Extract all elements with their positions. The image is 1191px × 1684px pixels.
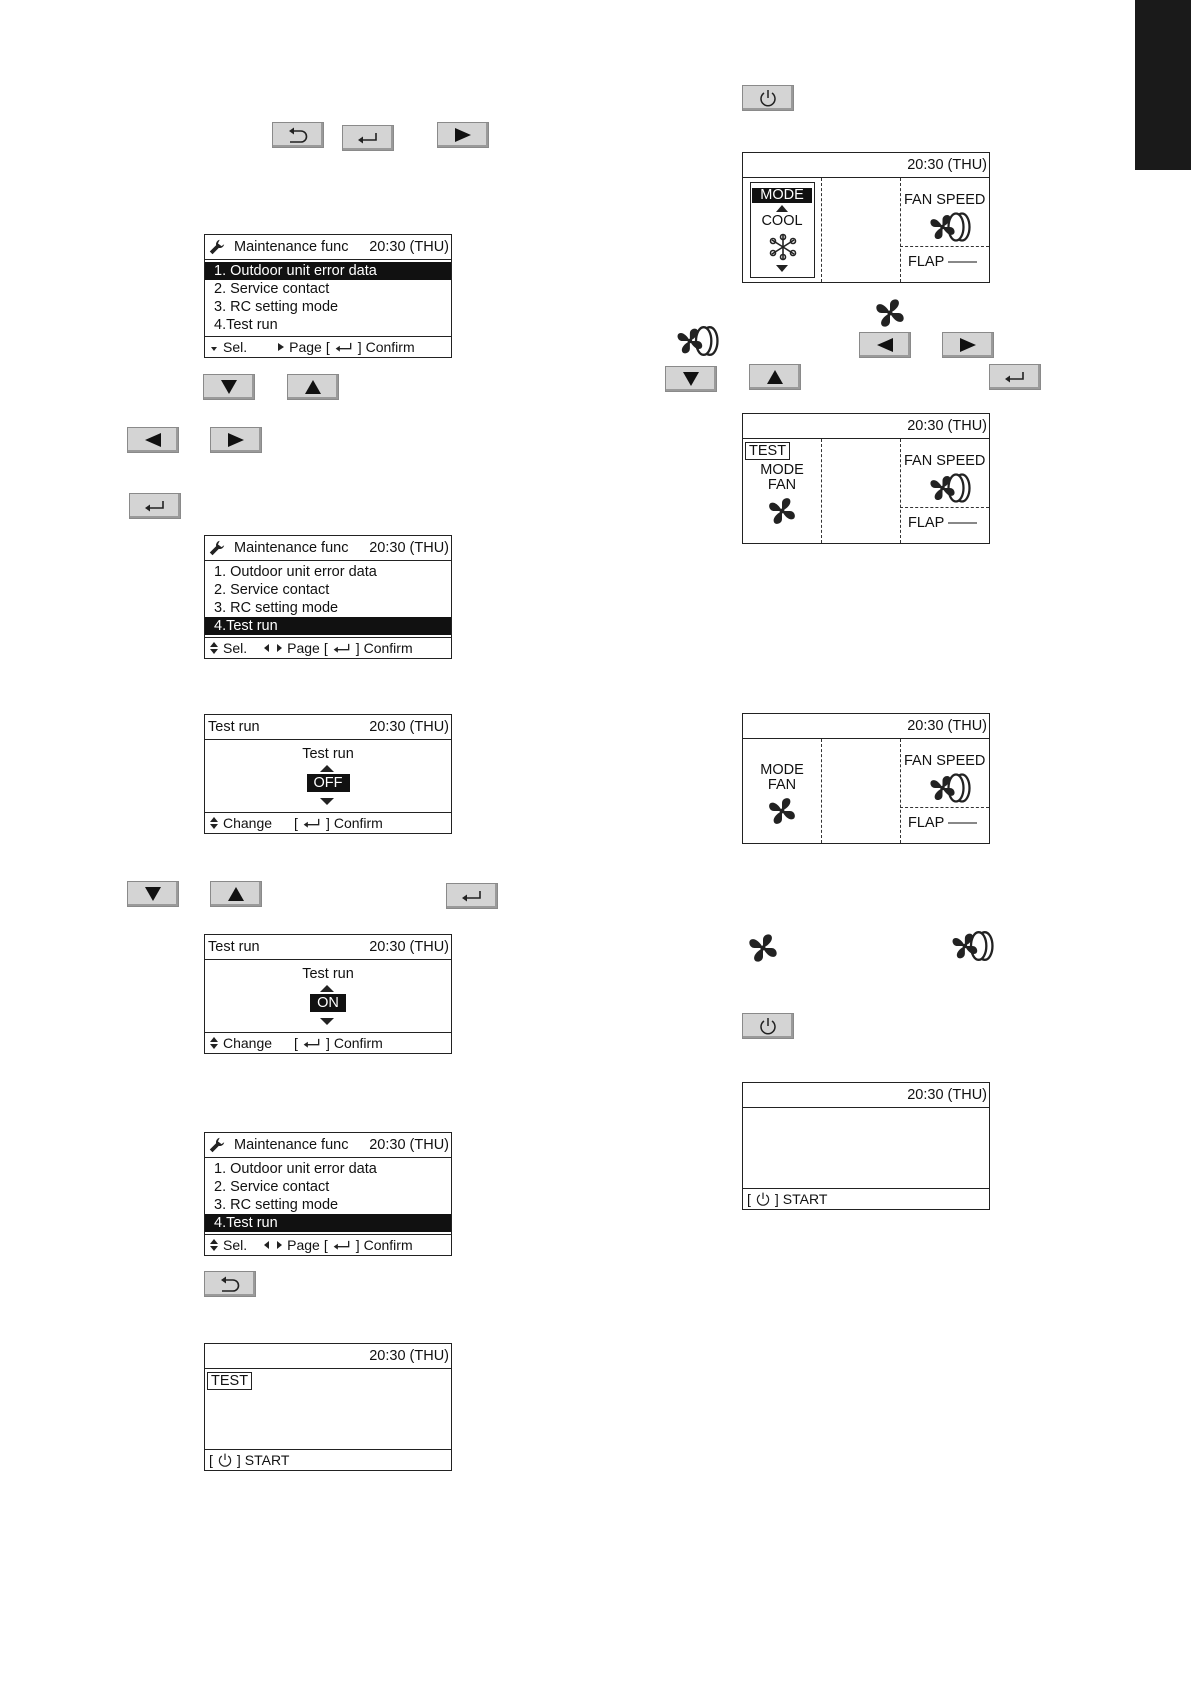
right-button[interactable] (942, 332, 994, 358)
snowflake-icon (768, 232, 798, 262)
down-button[interactable] (127, 881, 179, 907)
back-button[interactable] (272, 122, 324, 148)
down-arrow-icon (682, 371, 700, 387)
clock: 20:30 (THU) (369, 540, 449, 556)
test-standby-screen: 20:30 (THU) TEST [ ] START (204, 1343, 452, 1471)
left-button[interactable] (127, 427, 179, 453)
menu-item[interactable]: 1. Outdoor unit error data (214, 564, 377, 580)
fan-icon (873, 296, 907, 330)
test-run-screen: Test run 20:30 (THU) Test run ON Change [ ] Confirm (204, 934, 452, 1054)
test-run-label: Test run (302, 746, 354, 762)
maintenance-menu-screen: Maintenance func 20:30 (THU) 1. Outdoor unit error data 2. Service contact 3. RC setting mode 4.Test run Sel. Page [ ] Confirm (204, 1132, 452, 1256)
left-arrow-icon (876, 337, 894, 353)
mode-label: MODE (760, 762, 804, 778)
power-icon (217, 1452, 233, 1468)
right-button[interactable] (437, 122, 489, 148)
enter-icon (302, 1037, 322, 1049)
fan-speed-icon (673, 325, 719, 357)
test-badge: TEST (745, 442, 790, 460)
footer-page: Page (289, 339, 322, 355)
status-screen-test-fan (742, 413, 990, 544)
start-label: START (782, 1191, 828, 1207)
mode-label: MODE (760, 462, 804, 478)
down-arrow-icon (320, 798, 334, 806)
left-button[interactable] (859, 332, 911, 358)
enter-icon (332, 642, 352, 654)
menu-item[interactable]: 1. Outdoor unit error data (214, 1161, 377, 1177)
back-button[interactable] (204, 1271, 256, 1297)
fan-icon (766, 795, 798, 827)
up-arrow-icon (776, 205, 788, 212)
mode-value: FAN (767, 777, 797, 793)
enter-icon (302, 817, 322, 829)
down-button[interactable] (203, 374, 255, 400)
screen-title: Test run (208, 719, 260, 735)
test-run-value[interactable]: OFF (307, 774, 350, 792)
enter-icon (334, 341, 354, 353)
return-icon (286, 126, 310, 144)
enter-icon (143, 499, 167, 513)
start-label: START (244, 1452, 290, 1468)
footer-sel: Sel. (223, 1237, 248, 1253)
standby-screen: 20:30 (THU) [ ] START (742, 1082, 990, 1210)
menu-item[interactable]: 4.Test run (205, 617, 451, 635)
footer-page: Page (287, 640, 320, 656)
wrench-icon (208, 1136, 226, 1154)
fan-speed-icon (948, 929, 994, 963)
up-button[interactable] (287, 374, 339, 400)
down-arrow-icon (209, 341, 219, 353)
enter-icon (332, 1239, 352, 1251)
menu-item[interactable]: 4.Test run (214, 317, 278, 333)
footer-page: Page (287, 1237, 320, 1253)
up-down-arrow-icon (209, 1238, 219, 1252)
menu-item[interactable]: 3. RC setting mode (214, 600, 339, 616)
down-arrow-icon (320, 1018, 334, 1026)
fan-icon (746, 931, 780, 965)
status-screen-cool (742, 152, 990, 283)
power-icon (758, 88, 778, 108)
clock: 20:30 (THU) (369, 719, 449, 735)
menu-item[interactable]: 2. Service contact (214, 281, 330, 297)
enter-button[interactable] (446, 883, 498, 909)
screen-title: Maintenance func (234, 239, 349, 255)
fan-icon (766, 495, 798, 527)
page-tab-marker (1135, 0, 1191, 170)
up-arrow-icon (304, 379, 322, 395)
up-arrow-icon (766, 369, 784, 385)
menu-item[interactable]: 2. Service contact (214, 1179, 330, 1195)
menu-item[interactable]: 4.Test run (205, 1214, 451, 1232)
mode-label: MODE (752, 188, 812, 203)
fan-speed-icon (926, 773, 971, 803)
wrench-icon (208, 238, 226, 256)
clock: 20:30 (THU) (907, 418, 987, 434)
clock: 20:30 (THU) (369, 1137, 449, 1153)
test-run-screen: Test run 20:30 (THU) Test run OFF Change [ ] Confirm (204, 714, 452, 834)
left-right-arrow-icon (263, 643, 283, 653)
wrench-icon (208, 539, 226, 557)
screen-title: Test run (208, 939, 260, 955)
status-screen-fan (742, 713, 990, 844)
up-down-arrow-icon (209, 816, 219, 830)
clock: 20:30 (THU) (907, 157, 987, 173)
fan-speed-label: FAN SPEED (904, 753, 986, 769)
up-button[interactable] (749, 364, 801, 390)
power-button[interactable] (742, 1013, 794, 1039)
fan-speed-label: FAN SPEED (904, 192, 986, 208)
flap-label: FLAP —— (908, 254, 978, 270)
screen-title: Maintenance func (234, 1137, 349, 1153)
footer-sel: Sel. (223, 339, 248, 355)
footer-confirm: Confirm (363, 1237, 413, 1253)
maintenance-menu-screen: Maintenance func 20:30 (THU) 1. Outdoor unit error data 2. Service contact 3. RC setting mode 4.Test run Sel. Page [ ] Confirm (204, 535, 452, 659)
power-icon (755, 1191, 771, 1207)
footer-sel: Sel. (223, 640, 248, 656)
up-arrow-icon (320, 765, 334, 773)
right-button[interactable] (210, 427, 262, 453)
footer-confirm: Confirm (333, 1035, 383, 1051)
mode-value: FAN (767, 477, 797, 493)
footer-confirm: Confirm (363, 640, 413, 656)
clock: 20:30 (THU) (369, 1348, 449, 1364)
up-down-arrow-icon (209, 1036, 219, 1050)
menu-item[interactable]: 3. RC setting mode (214, 299, 339, 315)
return-icon (218, 1275, 242, 1293)
up-arrow-icon (227, 886, 245, 902)
test-run-label: Test run (302, 966, 354, 982)
power-button[interactable] (742, 85, 794, 111)
fan-speed-label: FAN SPEED (904, 453, 986, 469)
footer-change: Change (223, 1035, 273, 1051)
test-badge: TEST (207, 1372, 252, 1390)
down-arrow-icon (220, 379, 238, 395)
right-arrow-icon (227, 432, 245, 448)
menu-item[interactable]: 1. Outdoor unit error data (205, 262, 451, 280)
screen-title: Maintenance func (234, 540, 349, 556)
left-arrow-icon (144, 432, 162, 448)
enter-icon (1003, 370, 1027, 384)
right-arrow-icon (277, 342, 285, 352)
down-arrow-icon (144, 886, 162, 902)
up-down-arrow-icon (209, 641, 219, 655)
fan-speed-icon (926, 473, 971, 503)
flap-label: FLAP —— (908, 815, 978, 831)
right-arrow-icon (454, 127, 472, 143)
power-icon (758, 1016, 778, 1036)
clock: 20:30 (THU) (369, 239, 449, 255)
enter-button[interactable] (129, 493, 181, 519)
enter-button[interactable] (989, 364, 1041, 390)
enter-button[interactable] (342, 125, 394, 151)
flap-label: FLAP —— (908, 515, 978, 531)
down-arrow-icon (776, 265, 788, 272)
mode-value: COOL (761, 213, 803, 229)
clock: 20:30 (THU) (907, 1087, 987, 1103)
clock: 20:30 (THU) (907, 718, 987, 734)
footer-confirm: Confirm (333, 815, 383, 831)
up-arrow-icon (320, 985, 334, 993)
test-run-value[interactable]: ON (310, 994, 346, 1012)
clock: 20:30 (THU) (369, 939, 449, 955)
fan-speed-icon (926, 212, 971, 242)
down-button[interactable] (665, 366, 717, 392)
right-arrow-icon (959, 337, 977, 353)
maintenance-menu-screen: Maintenance func 20:30 (THU) 1. Outdoor unit error data 2. Service contact 3. RC setting mode 4.Test run Sel. Page [ ] Confirm (204, 234, 452, 358)
up-button[interactable] (210, 881, 262, 907)
footer-change: Change (223, 815, 273, 831)
menu-item[interactable]: 3. RC setting mode (214, 1197, 339, 1213)
enter-icon (356, 131, 380, 145)
enter-icon (460, 889, 484, 903)
footer-confirm: Confirm (365, 339, 415, 355)
left-right-arrow-icon (263, 1240, 283, 1250)
menu-item[interactable]: 2. Service contact (214, 582, 330, 598)
